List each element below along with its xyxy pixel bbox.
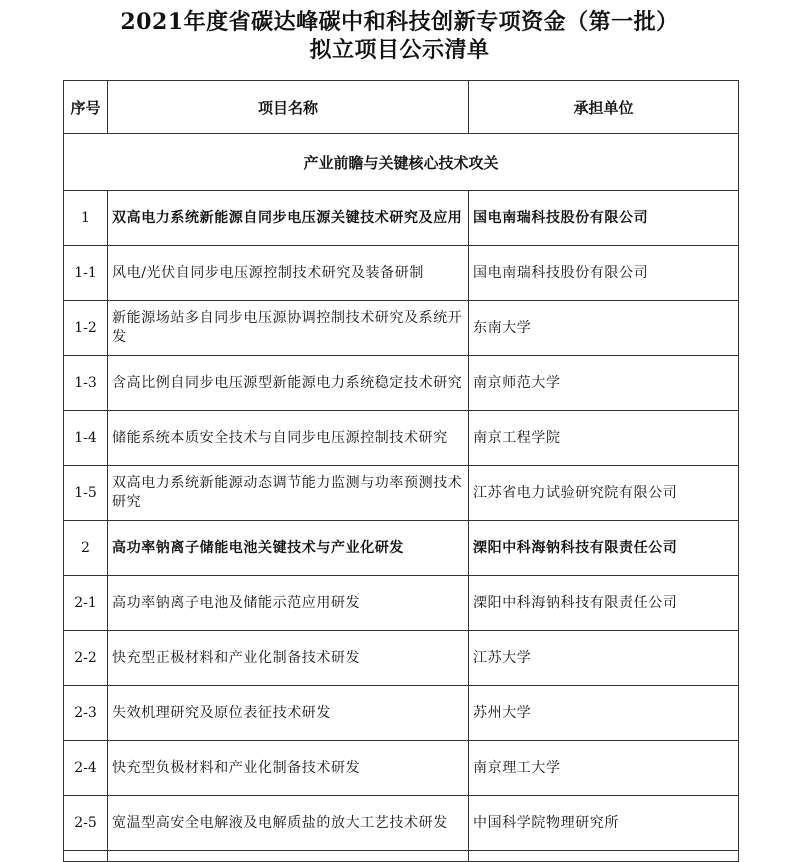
table-header-row xyxy=(64,81,739,134)
table-row xyxy=(64,356,739,411)
partial-cell xyxy=(108,851,469,862)
row-number: 2-3 xyxy=(64,686,108,741)
table-row xyxy=(64,466,739,521)
header-unit: 承担单位 xyxy=(469,81,739,134)
table-row xyxy=(64,301,739,356)
responsible-unit: 国电南瑞科技股份有限公司 xyxy=(469,191,739,246)
table-row xyxy=(64,191,739,246)
table-row xyxy=(64,686,739,741)
row-number: 2-5 xyxy=(64,796,108,851)
row-number: 1-4 xyxy=(64,411,108,466)
section-title: 产业前瞻与关键核心技术攻关 xyxy=(64,134,739,191)
project-name: 快充型正极材料和产业化制备技术研发 xyxy=(108,631,469,686)
responsible-unit: 溧阳中科海钠科技有限责任公司 xyxy=(469,576,739,631)
row-number: 2-1 xyxy=(64,576,108,631)
project-name: 含高比例自同步电压源型新能源电力系统稳定技术研究 xyxy=(108,356,469,411)
project-name: 高功率钠离子储能电池关键技术与产业化研发 xyxy=(108,521,469,576)
document-title-line2: 拟立项目公示清单 xyxy=(309,37,490,63)
document-title-line1: 2021年度省碳达峰碳中和科技创新专项资金（第一批） xyxy=(120,9,679,35)
table-row xyxy=(64,576,739,631)
header-no: 序号 xyxy=(64,81,108,134)
responsible-unit: 国电南瑞科技股份有限公司 xyxy=(469,246,739,301)
responsible-unit: 南京理工大学 xyxy=(469,741,739,796)
table-row xyxy=(64,741,739,796)
project-table xyxy=(63,80,739,862)
table-row xyxy=(64,521,739,576)
project-name: 宽温型高安全电解液及电解质盐的放大工艺技术研发 xyxy=(108,796,469,851)
row-number: 1-2 xyxy=(64,301,108,356)
responsible-unit: 南京工程学院 xyxy=(469,411,739,466)
table-row-partial xyxy=(64,851,739,862)
header-project-name: 项目名称 xyxy=(108,81,469,134)
project-name: 储能系统本质安全技术与自同步电压源控制技术研究 xyxy=(108,411,469,466)
responsible-unit: 溧阳中科海钠科技有限责任公司 xyxy=(469,521,739,576)
project-name: 双高电力系统新能源自同步电压源关键技术研究及应用 xyxy=(108,191,469,246)
project-name: 双高电力系统新能源动态调节能力监测与功率预测技术研究 xyxy=(108,466,469,521)
responsible-unit: 东南大学 xyxy=(469,301,739,356)
project-name: 新能源场站多自同步电压源协调控制技术研究及系统开发 xyxy=(108,301,469,356)
row-number: 1 xyxy=(64,191,108,246)
responsible-unit: 苏州大学 xyxy=(469,686,739,741)
partial-cell xyxy=(64,851,108,862)
table-row xyxy=(64,796,739,851)
row-number: 2 xyxy=(64,521,108,576)
project-name: 风电/光伏自同步电压源控制技术研究及装备研制 xyxy=(108,246,469,301)
partial-cell xyxy=(469,851,739,862)
project-name: 高功率钠离子电池及储能示范应用研发 xyxy=(108,576,469,631)
row-number: 2-2 xyxy=(64,631,108,686)
section-row xyxy=(64,134,739,191)
table-row xyxy=(64,631,739,686)
responsible-unit: 江苏大学 xyxy=(469,631,739,686)
table-row xyxy=(64,246,739,301)
responsible-unit: 南京师范大学 xyxy=(469,356,739,411)
row-number: 1-1 xyxy=(64,246,108,301)
row-number: 1-3 xyxy=(64,356,108,411)
project-name: 失效机理研究及原位表征技术研发 xyxy=(108,686,469,741)
row-number: 1-5 xyxy=(64,466,108,521)
row-number: 2-4 xyxy=(64,741,108,796)
responsible-unit: 江苏省电力试验研究院有限公司 xyxy=(469,466,739,521)
responsible-unit: 中国科学院物理研究所 xyxy=(469,796,739,851)
project-name: 快充型负极材料和产业化制备技术研发 xyxy=(108,741,469,796)
table-row xyxy=(64,411,739,466)
